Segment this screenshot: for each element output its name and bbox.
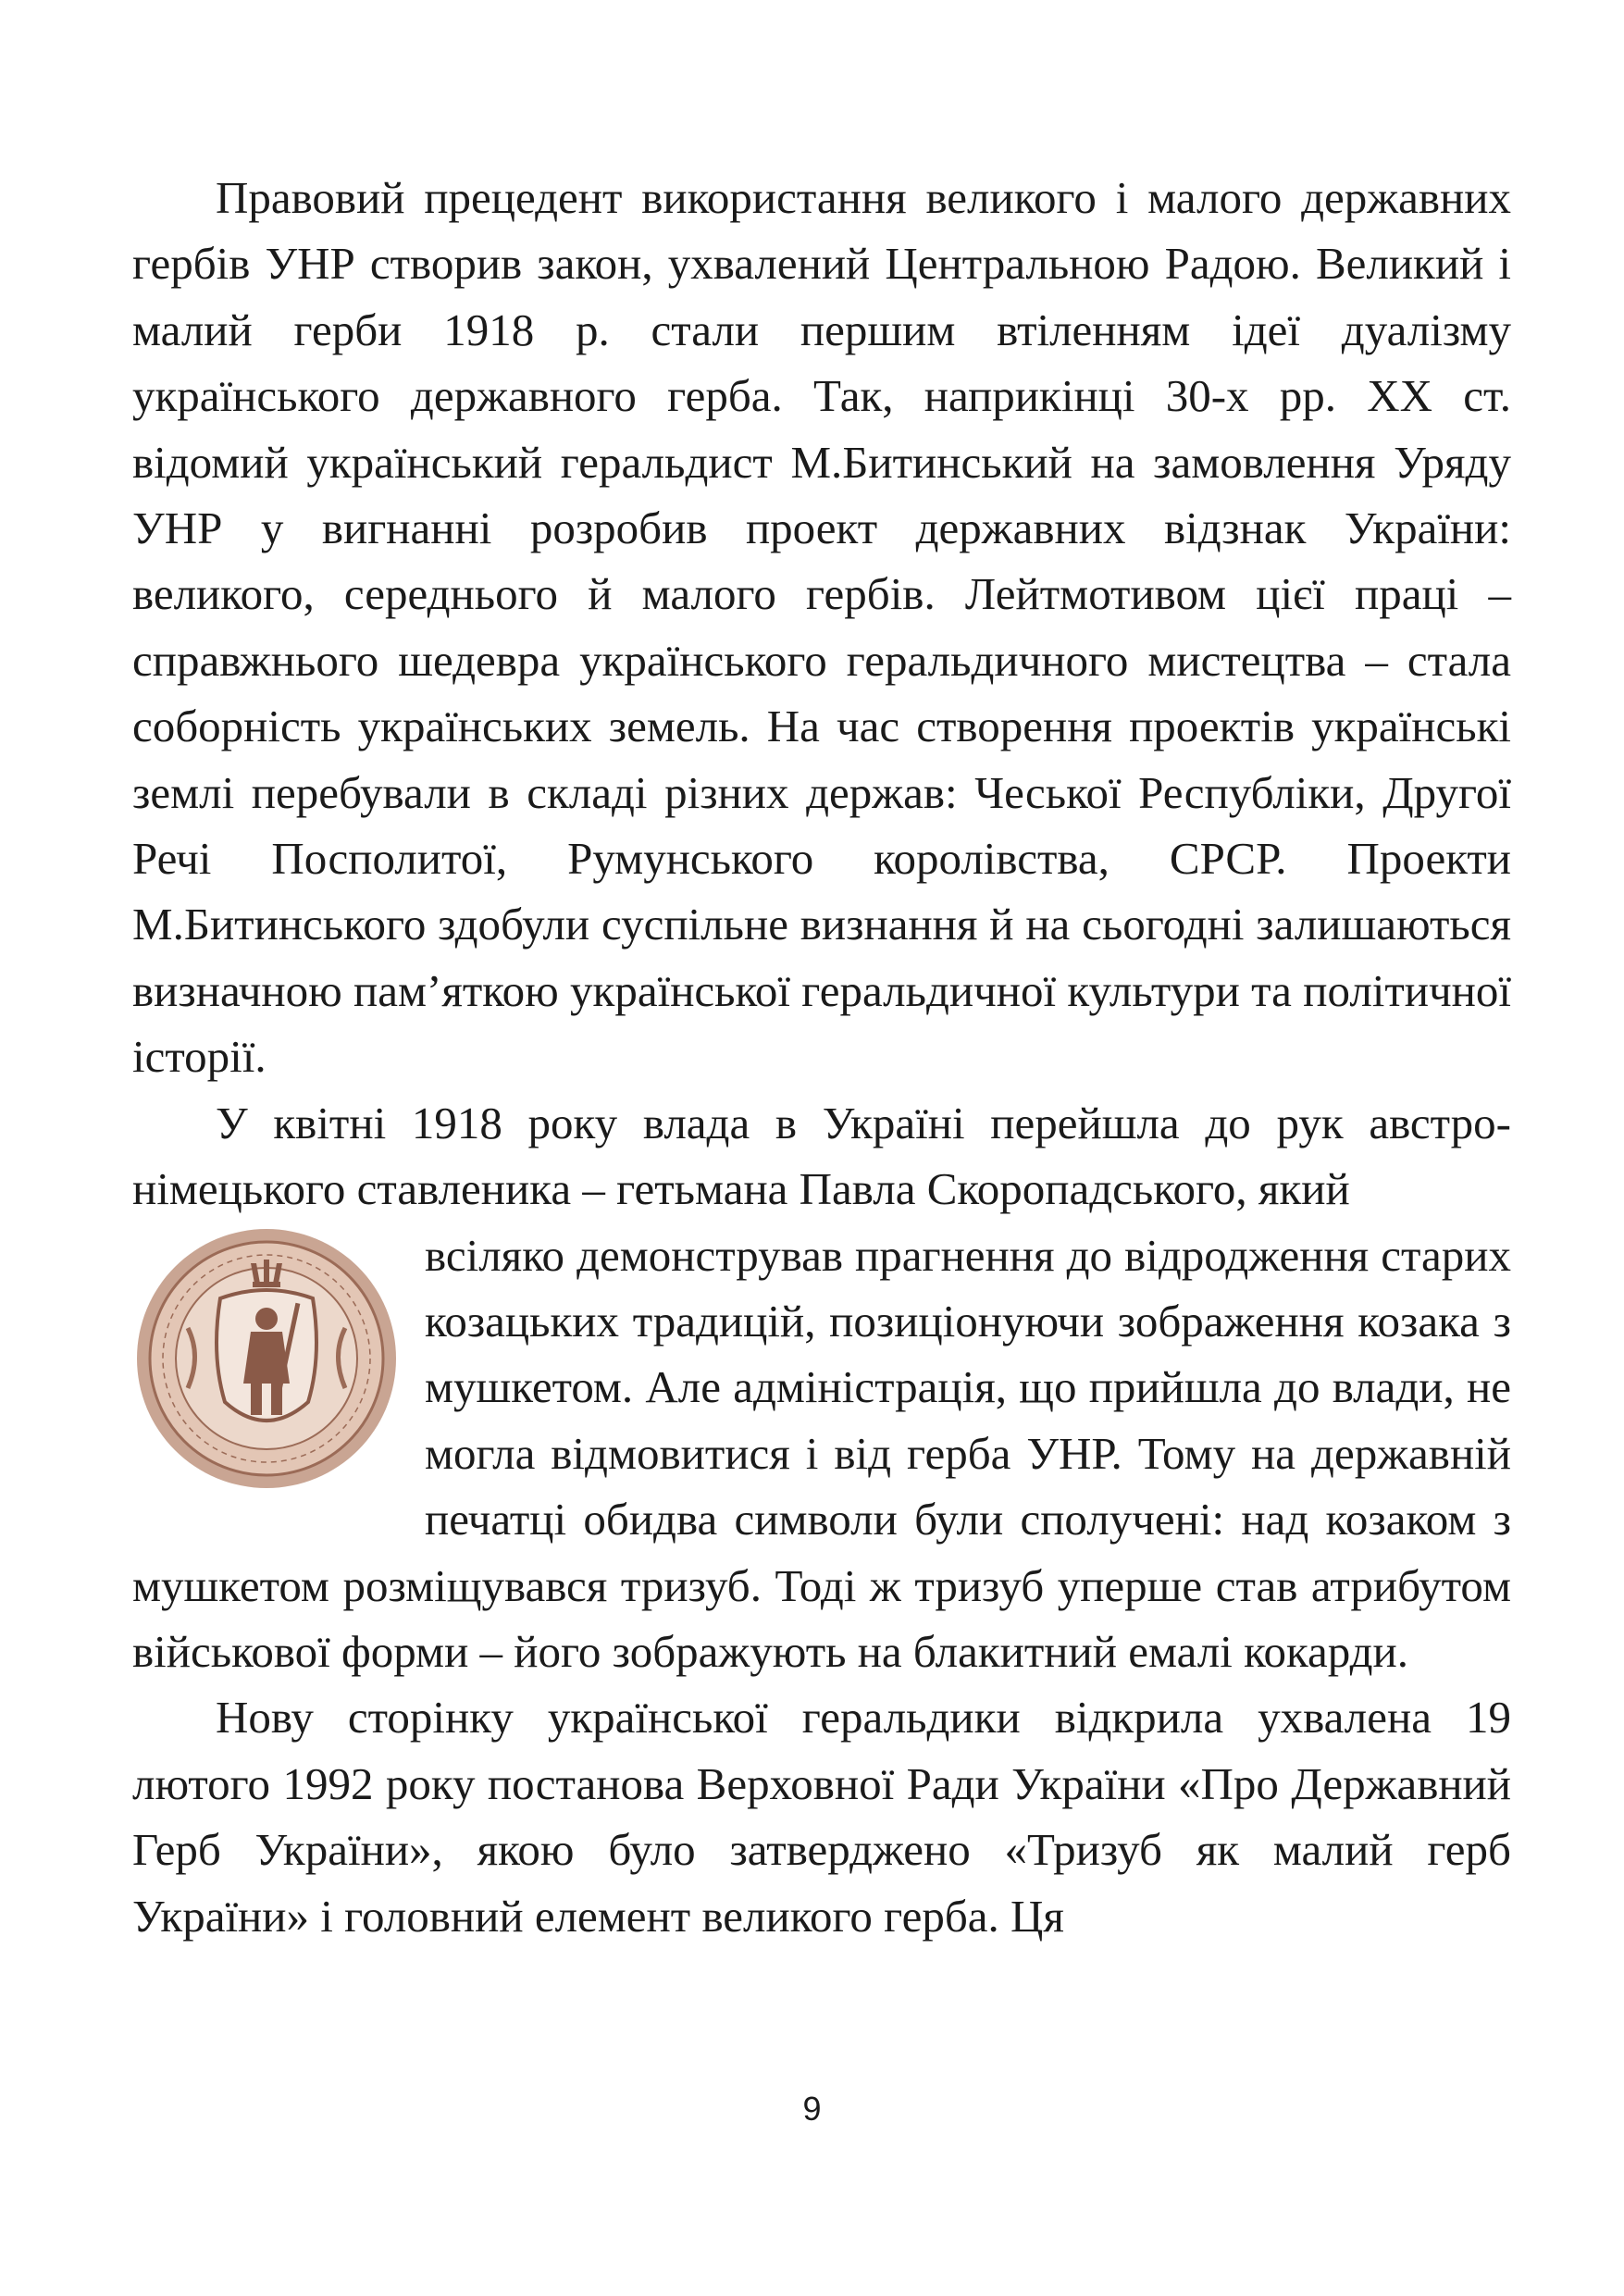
seal-icon [132, 1226, 401, 1491]
paragraph-1: Правовий прецедент використання великого і малого державних гербів УНР створив закон, ухвалений Центральною Радою. Великий і малий герби 1918 р. стали першим втіленням ідеї дуалізму українського державного герба. Так, наприкінці 30-х рр. ХХ ст. відомий український геральдист М.Битинський на замовлення Уряду УНР у вигнанні розробив проект державних відзнак України: великого, середнього й малого гербів. Лейтмотивом цієї праці – справжнього шедевра українського геральдичного мистецтва – стала соборність українських земель. На час створення проектів українські землі перебували в складі різних держав: Чеської Республіки, Другої Речі Посполитої, Румунського королівства, СРСР. Проекти М.Битинського здобули суспільне визнання й на сьогодні залишаються визначною пам’яткою української геральдичної культури та політичної історії. [132, 172, 1511, 1083]
paragraph-4: Нову сторінку української геральдики відкрила ухвалена 19 лютого 1992 року постанова Верховної Ради України «Про Державний Герб України», якою було затверджено «Тризуб як малий герб України» і головний елемент великого герба. Ця [132, 1692, 1511, 1942]
paragraph-2: У квітні 1918 року влада в Україні перейшла до рук австро-німецького ставленика – гетьмана Павла Скоропадського, який [132, 1097, 1511, 1215]
page-number: 9 [802, 2090, 822, 2128]
document-page [132, 165, 1511, 1949]
seal-figure [132, 1226, 401, 1491]
paragraph-3: всіляко демонстрував прагнення до відродження старих козацьких традицій, позиціонуючи зображення козака з мушкетом. Але адміністрація, що прийшла до влади, не могла відмовитися і від герба УНР. Тому на державній печатці обидва символи були сполучені: над козаком з мушкетом розміщувався тризуб. Тоді ж тризуб уперше став атрибутом військової форми – його зображують на блакитний емалі кокарди. [132, 1229, 1511, 1677]
